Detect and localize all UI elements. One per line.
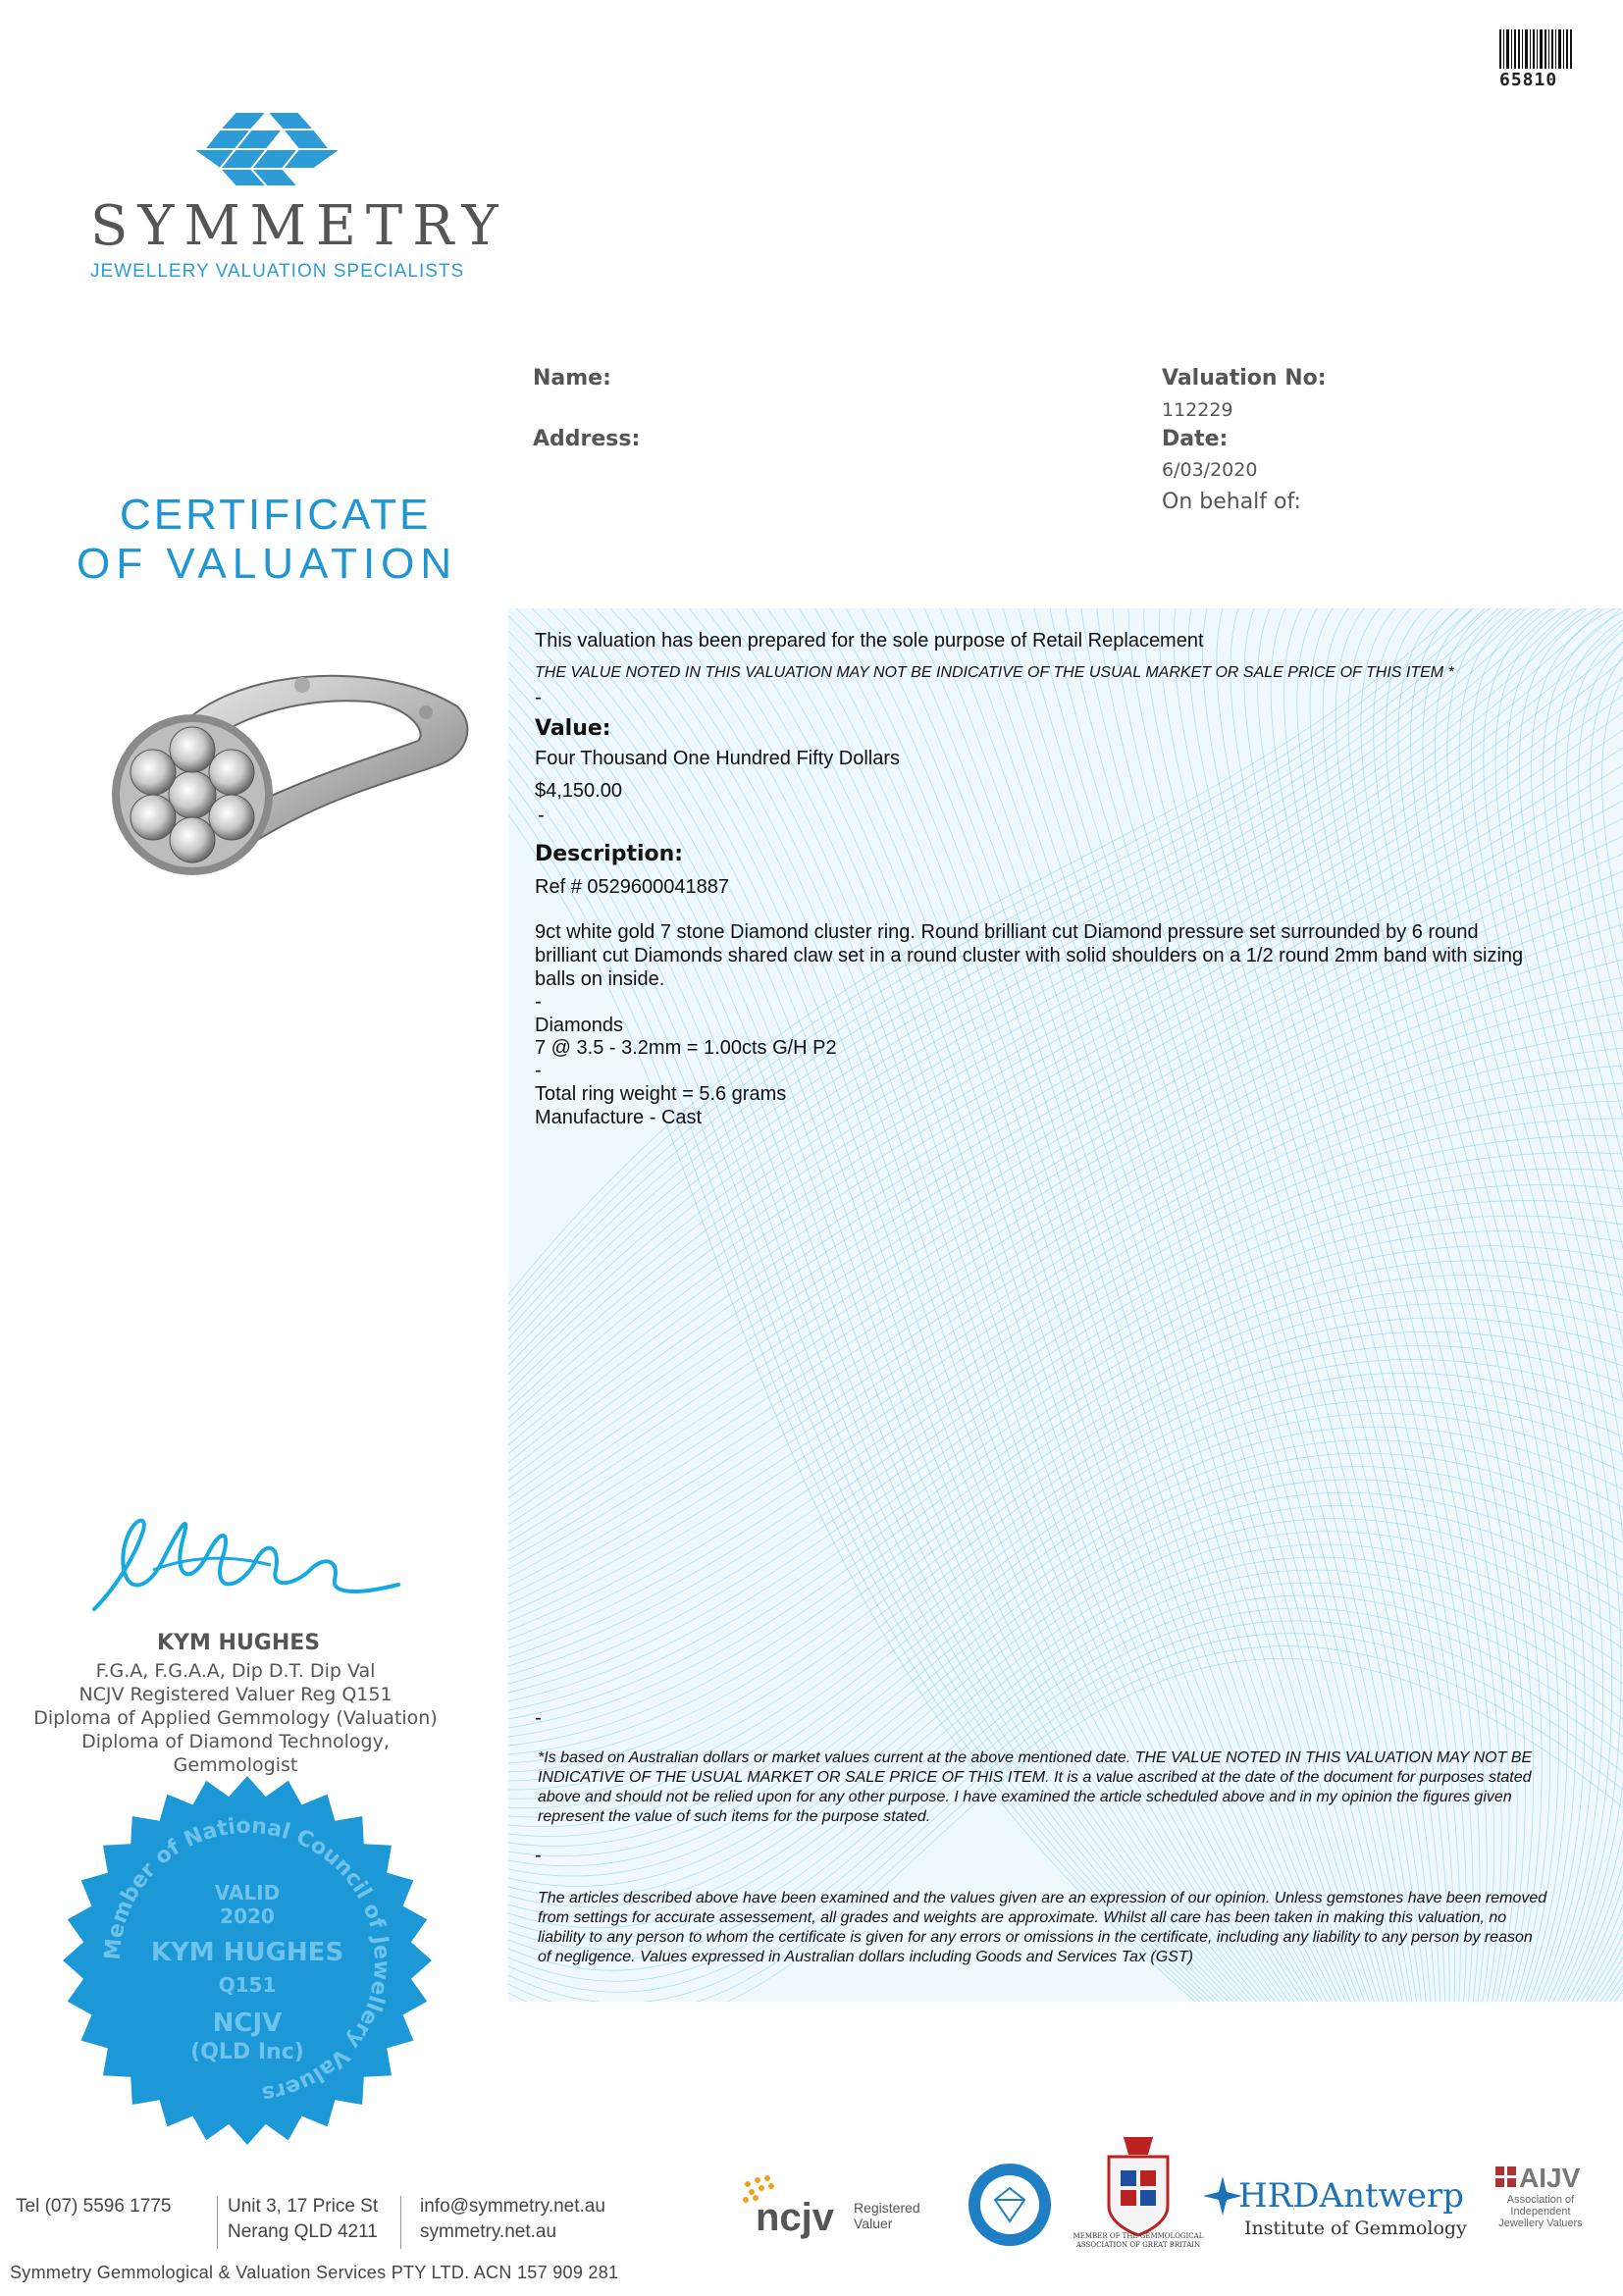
ncjv-seal-icon	[61, 1774, 434, 2147]
symmetry-logo-icon	[192, 110, 341, 188]
reference-number: Ref # 0529600041887	[535, 876, 729, 898]
value-in-words: Four Thousand One Hundred Fifty Dollars	[535, 748, 901, 769]
footer-website[interactable]: symmetry.net.au	[420, 2221, 557, 2242]
separator-dash: -	[535, 1060, 542, 1081]
footer-company: Symmetry Gemmological & Valuation Services PTY LTD. ACN 157 909 281	[10, 2263, 619, 2282]
valuation-number-value: 112229	[1162, 399, 1233, 421]
valuer-credential: F.G.A, F.G.A.A, Dip D.T. Dip Val	[95, 1660, 376, 1682]
valuation-purpose: This valuation has been prepared for the sole purpose of Retail Replacement	[535, 630, 1204, 652]
aijv-mark-icon	[1495, 2166, 1517, 2188]
barcode-bars	[1499, 29, 1582, 69]
liability-footnote: The articles described above have been examined and the values given are an expression of our opinion. Unless gemstones have been removed from settings for accurate assessement, all grades and weights are approximate. Whilst all care has been taken in making this valuation, no liability to any person to whom the certificate is given for any errors or omissions in the certificate, including any liability to any person by reason of negligence. Values expressed in Australian dollars including Goods and Services Tax (GST)	[538, 1890, 1547, 1965]
item-description: 9ct white gold 7 stone Diamond cluster ring. Round brilliant cut Diamond pressure set surrounded by 6 round brilliant cut Diamonds shared claw set in a round cluster with solid shoulders on a 1/2 round 2mm band with sizing balls on inside.	[535, 921, 1524, 990]
footer-address-line1: Unit 3, 17 Price St	[228, 2196, 379, 2217]
value-amount: $4,150.00	[535, 780, 622, 802]
valuer-signature	[84, 1501, 408, 1619]
footer-divider	[400, 2196, 401, 2249]
footer-telephone: Tel (07) 5596 1775	[16, 2196, 172, 2217]
diamonds-spec: 7 @ 3.5 - 3.2mm = 1.00cts G/H P2	[535, 1037, 837, 1059]
name-label: Name:	[533, 366, 611, 391]
seal-line: VALID	[214, 1881, 281, 1905]
valuer-credential: Diploma of Diamond Technology,	[81, 1731, 390, 1752]
seal-line: KYM HUGHES	[150, 1938, 344, 1967]
footer-divider	[217, 2196, 218, 2249]
hrd-antwerp-sub: Institute of Gemmology	[1244, 2218, 1467, 2239]
ncjv-logo-sub: Registered	[854, 2200, 920, 2216]
separator-dash: -	[535, 991, 542, 1013]
barcode-number: 65810	[1499, 70, 1558, 90]
ncjv-logo-text: ncjv	[756, 2196, 835, 2239]
seal-ring-text: Member of National Council of Jewellery Valuers	[100, 1813, 394, 2107]
certificate-title-line1: CERTIFICATE	[120, 491, 432, 539]
ring-weight: Total ring weight = 5.6 grams	[535, 1083, 787, 1105]
valuer-credential: NCJV Registered Valuer Reg Q151	[79, 1684, 393, 1705]
separator-dash: -	[535, 1845, 542, 1866]
on-behalf-of-label: On behalf of:	[1162, 490, 1301, 514]
footer-email[interactable]: info@symmetry.net.au	[420, 2196, 605, 2217]
description-heading: Description:	[535, 842, 684, 866]
separator-dash: -	[535, 687, 542, 708]
ncjv-logo-sub: Valuer	[854, 2216, 893, 2231]
seal-line: (QLD Inc)	[190, 2040, 304, 2064]
footer-address-line2: Nerang QLD 4211	[228, 2221, 378, 2242]
date-value: 6/03/2020	[1162, 459, 1258, 481]
separator-dash: -	[535, 1707, 542, 1729]
gemmological-association-seal-icon	[966, 2161, 1054, 2249]
brand-name: SYMMETRY	[90, 194, 508, 258]
manufacture-method: Manufacture - Cast	[535, 1107, 703, 1128]
valuer-credential: Diploma of Applied Gemmology (Valuation)	[33, 1707, 438, 1729]
seal-line: 2020	[220, 1905, 275, 1928]
date-label: Date:	[1162, 427, 1229, 451]
certificate-title-line2: OF VALUATION	[77, 540, 458, 588]
seal-line: NCJV	[212, 2009, 283, 2038]
valuation-footnote: *Is based on Australian dollars or market values current at the above mentioned date. THE VALUE NOTED IN THIS VALUATION MAY NOT BE INDICATIVE OF THE USUAL MARKET OR SALE PRICE OF THIS ITEM. It is a value ascribed at the date of the document for purposes stated above and should not be relied upon for any other purpose. I have examined the article scheduled above and in my opinion the figures given represent the value of such items for the purpose stated.	[538, 1749, 1533, 1825]
hrd-star-icon	[1203, 2176, 1242, 2216]
brand-tagline: JEWELLERY VALUATION SPECIALISTS	[90, 261, 465, 282]
value-heading: Value:	[535, 716, 611, 741]
hrd-antwerp-logo-text: HRDAntwerp	[1238, 2176, 1464, 2216]
aijv-logo-sub: Association of Independent Jewellery Valuers	[1498, 2194, 1583, 2229]
barcode	[1499, 29, 1582, 90]
separator-dash: -	[538, 805, 545, 826]
valuer-name: KYM HUGHES	[157, 1631, 321, 1655]
diamonds-label: Diamonds	[535, 1015, 624, 1036]
address-label: Address:	[533, 427, 641, 451]
ring-photo	[84, 648, 477, 903]
valuer-credential: Gemmologist	[173, 1754, 298, 1776]
valuation-number-label: Valuation No:	[1162, 366, 1327, 391]
gagb-caption: MEMBER OF THE GEMMOLOGICAL ASSOCIATION OF GREAT BRITAIN	[1073, 2232, 1204, 2249]
seal-line: Q151	[218, 1973, 277, 1997]
value-disclaimer: THE VALUE NOTED IN THIS VALUATION MAY NOT BE INDICATIVE OF THE USUAL MARKET OR SALE PRICE OF THIS ITEM *	[535, 664, 1454, 681]
aijv-logo-text: AIJV	[1519, 2163, 1581, 2193]
